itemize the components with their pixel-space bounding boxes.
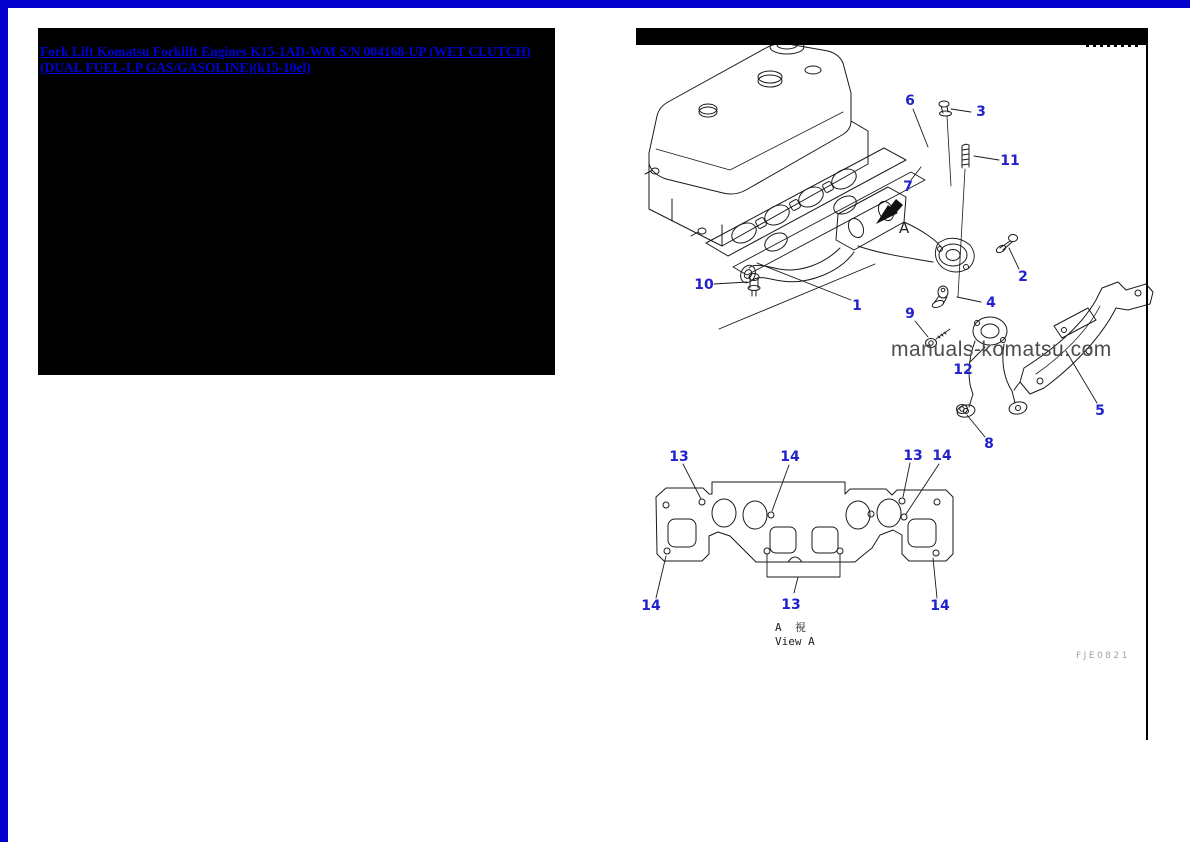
view-a-caption-jp: A 視: [775, 621, 806, 634]
callout-13: 13: [669, 449, 689, 465]
figure-code: FJE0821: [1076, 651, 1130, 661]
callout-2: 2: [1018, 269, 1028, 285]
view-a-caption: [775, 621, 815, 649]
callout-4: 4: [986, 295, 996, 311]
diagram-header-tick-marks: [1086, 44, 1138, 47]
callout-10: 10: [694, 277, 714, 293]
callout-1: 1: [852, 298, 862, 314]
callout-7: 7: [903, 179, 913, 195]
callout-9: 9: [905, 306, 915, 322]
callout-3: 3: [976, 104, 986, 120]
callout-11: 11: [1000, 153, 1020, 169]
view-arrow-label: A: [899, 219, 910, 237]
callout-14: 14: [780, 449, 800, 465]
title-link[interactable]: Fork Lift Komatsu Forklift Engines K15-1AD-WM S/N 004168-UP (WET CLUTCH) (DUAL FUEL-LP GAS/GASOLINE)(k15-10el): [40, 44, 531, 75]
diagram-header-bar: [636, 28, 1148, 45]
callout-14: 14: [932, 448, 952, 464]
watermark: manuals-komatsu.com: [891, 338, 1112, 361]
redacted-info-panel: [38, 28, 555, 375]
callout-13: 13: [781, 597, 801, 613]
callout-14: 14: [930, 598, 950, 614]
callout-13: 13: [903, 448, 923, 464]
callout-6: 6: [905, 93, 915, 109]
diagram-right-rule: [1146, 28, 1148, 740]
callout-8: 8: [984, 436, 994, 452]
callout-5: 5: [1095, 403, 1105, 419]
callout-14: 14: [641, 598, 661, 614]
view-a-caption-en: View A: [775, 635, 815, 648]
callout-12: 12: [953, 362, 973, 378]
